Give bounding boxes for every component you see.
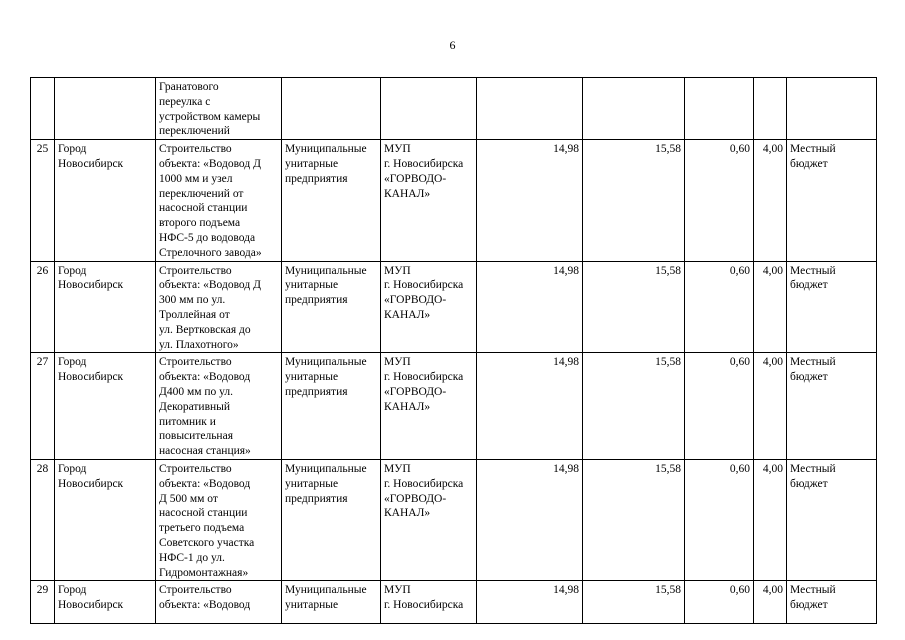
- value-3-cell: 0,60: [685, 261, 754, 353]
- municipality-cell: Город Новосибирск: [55, 459, 156, 580]
- organization-cell: МУП г. Новосибирска «ГОРВОДО- КАНАЛ»: [381, 459, 477, 580]
- value-3-cell: 0,60: [685, 459, 754, 580]
- table-row: [31, 78, 877, 140]
- value-4-cell: 4,00: [754, 459, 787, 580]
- municipality-cell: Город Новосибирск: [55, 353, 156, 460]
- project-name-cell: Строительство объекта: «Водовод: [156, 581, 282, 624]
- project-name-cell: Гранатового переулка с устройством камеры переключений: [156, 78, 282, 140]
- organization-cell: МУП г. Новосибирска: [381, 581, 477, 624]
- tariff-table: [30, 77, 877, 624]
- value-2-cell: [583, 78, 685, 140]
- category-cell: Муниципальные унитарные: [282, 581, 381, 624]
- value-2-cell: 15,58: [583, 261, 685, 353]
- value-4-cell: 4,00: [754, 140, 787, 261]
- project-name-cell: Строительство объекта: «Водовод Д 1000 мм и узел переключений от насосной станции второго подъема НФС-5 до водовода Стрелочного завода»: [156, 140, 282, 261]
- municipality-cell: Город Новосибирск: [55, 140, 156, 261]
- municipality-cell: [55, 78, 156, 140]
- page-number: 6: [449, 38, 456, 52]
- value-3-cell: [685, 78, 754, 140]
- category-cell: Муниципальные унитарные предприятия: [282, 459, 381, 580]
- row-number-cell: 29: [31, 581, 55, 624]
- row-number-cell: 25: [31, 140, 55, 261]
- municipality-cell: Город Новосибирск: [55, 581, 156, 624]
- table-row: [31, 261, 877, 353]
- category-cell: Муниципальные унитарные предприятия: [282, 140, 381, 261]
- value-3-cell: 0,60: [685, 581, 754, 624]
- project-name-cell: Строительство объекта: «Водовод Д400 мм по ул. Декоративный питомник и повысительная насосная станция»: [156, 353, 282, 460]
- value-1-cell: 14,98: [477, 353, 583, 460]
- funding-source-cell: Местный бюджет: [787, 353, 877, 460]
- organization-cell: МУП г. Новосибирска «ГОРВОДО- КАНАЛ»: [381, 261, 477, 353]
- value-4-cell: 4,00: [754, 261, 787, 353]
- category-cell: Муниципальные унитарные предприятия: [282, 261, 381, 353]
- funding-source-cell: Местный бюджет: [787, 261, 877, 353]
- category-cell: Муниципальные унитарные предприятия: [282, 353, 381, 460]
- organization-cell: МУП г. Новосибирска «ГОРВОДО- КАНАЛ»: [381, 140, 477, 261]
- funding-source-cell: Местный бюджет: [787, 459, 877, 580]
- row-number-cell: 28: [31, 459, 55, 580]
- row-number-cell: [31, 78, 55, 140]
- funding-source-cell: Местный бюджет: [787, 581, 877, 624]
- funding-source-cell: [787, 78, 877, 140]
- value-2-cell: 15,58: [583, 581, 685, 624]
- table-row: [31, 353, 877, 460]
- municipality-cell: Город Новосибирск: [55, 261, 156, 353]
- value-4-cell: [754, 78, 787, 140]
- value-4-cell: 4,00: [754, 581, 787, 624]
- row-number-cell: 27: [31, 353, 55, 460]
- value-3-cell: 0,60: [685, 140, 754, 261]
- table-row: [31, 581, 877, 624]
- value-2-cell: 15,58: [583, 459, 685, 580]
- table-row: [31, 459, 877, 580]
- value-3-cell: 0,60: [685, 353, 754, 460]
- project-name-cell: Строительство объекта: «Водовод Д 500 мм от насосной станции третьего подъема Советского участка НФС-1 до ул. Гидромонтажная»: [156, 459, 282, 580]
- value-1-cell: 14,98: [477, 459, 583, 580]
- value-4-cell: 4,00: [754, 353, 787, 460]
- row-number-cell: 26: [31, 261, 55, 353]
- table-row: [31, 140, 877, 261]
- funding-source-cell: Местный бюджет: [787, 140, 877, 261]
- organization-cell: [381, 78, 477, 140]
- project-name-cell: Строительство объекта: «Водовод Д 300 мм по ул. Троллейная от ул. Вертковская до ул. Плахотного»: [156, 261, 282, 353]
- category-cell: [282, 78, 381, 140]
- value-1-cell: 14,98: [477, 261, 583, 353]
- organization-cell: МУП г. Новосибирска «ГОРВОДО- КАНАЛ»: [381, 353, 477, 460]
- value-2-cell: 15,58: [583, 353, 685, 460]
- value-1-cell: 14,98: [477, 581, 583, 624]
- value-2-cell: 15,58: [583, 140, 685, 261]
- value-1-cell: [477, 78, 583, 140]
- value-1-cell: 14,98: [477, 140, 583, 261]
